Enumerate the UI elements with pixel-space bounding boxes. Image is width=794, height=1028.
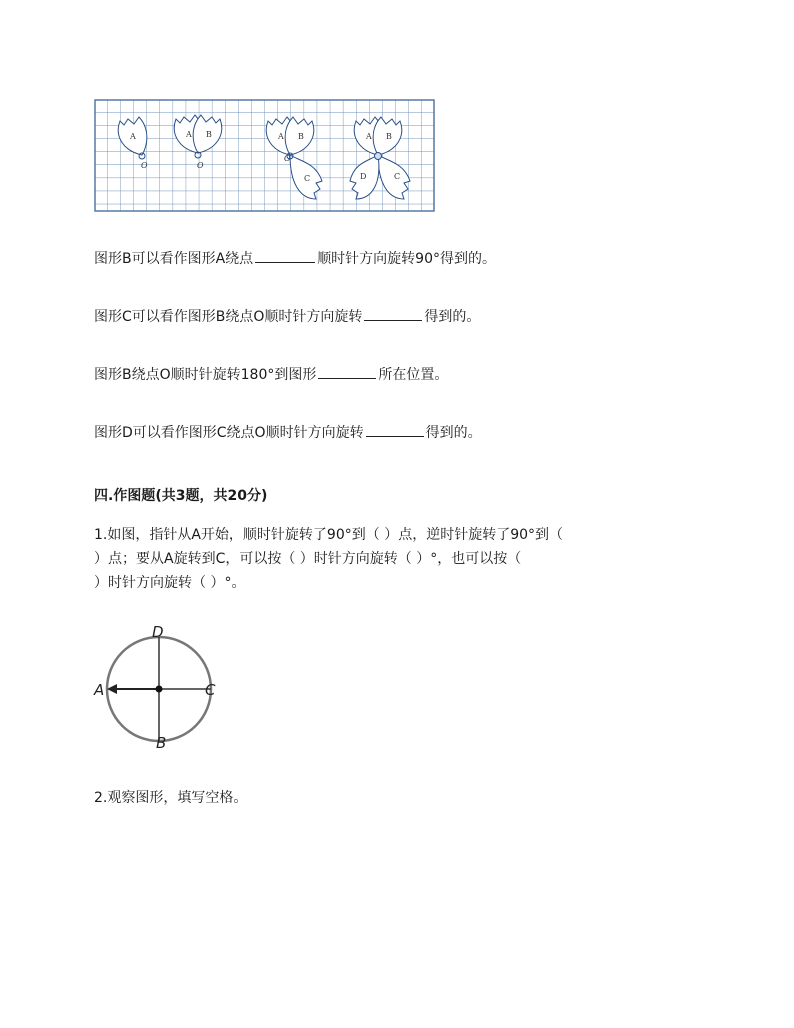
fig-label-c3: C — [304, 174, 311, 183]
question-3-prefix: 图形B绕点O顺时针旋转180°到图形 — [94, 367, 317, 383]
fig-label-a3: A — [278, 132, 284, 141]
fig-label-b4: B — [386, 132, 392, 141]
answer-blank-4[interactable] — [366, 422, 424, 437]
answer-blank-1[interactable] — [255, 248, 315, 263]
fig-label-o2: O — [197, 161, 204, 170]
problem-1-line-3: ）时针方向旋转（ ）°。 — [94, 575, 246, 591]
fig-label-d4: D — [360, 172, 367, 181]
section-title: 四.作图题(共3题，共20分) — [94, 488, 268, 504]
question-2-prefix: 图形C可以看作图形B绕点O顺时针方向旋转 — [94, 309, 363, 325]
point-label-right: C — [205, 681, 216, 699]
answer-blank-2[interactable] — [364, 306, 422, 321]
pointer-arrowhead — [107, 684, 117, 694]
fig-label-c4: C — [394, 172, 401, 181]
rotation-grid-figure — [94, 99, 436, 213]
question-4-prefix: 图形D可以看作图形C绕点O顺时针方向旋转 — [94, 425, 364, 441]
question-4 — [94, 422, 482, 442]
point-label-bottom: B — [156, 734, 167, 752]
fig-label-a4: A — [366, 132, 372, 141]
fig-label-a1: A — [130, 132, 136, 141]
question-1-prefix: 图形B可以看作图形A绕点 — [94, 251, 254, 267]
fig-label-o3: O — [284, 154, 291, 163]
question-3 — [94, 364, 448, 384]
pointer-circle-figure — [92, 622, 222, 752]
question-3-suffix: 所在位置。 — [378, 367, 449, 383]
problem-1-line-2: ）点；要从A旋转到C，可以按（ ）时针方向旋转（ ）°，也可以按（ — [94, 551, 522, 567]
answer-blank-3[interactable] — [318, 364, 376, 379]
question-1 — [94, 248, 496, 268]
question-2-suffix: 得到的。 — [424, 309, 481, 325]
problem-1-line-1: 1.如图，指针从A开始，顺时针旋转了90°到（ ）点，逆时针旋转了90°到（ — [94, 527, 564, 543]
problem-2-text: 2.观察图形，填写空格。 — [94, 790, 248, 806]
question-4-suffix: 得到的。 — [425, 425, 482, 441]
question-2 — [94, 306, 480, 326]
fig-label-b3: B — [298, 132, 304, 141]
fig-label-o1: O — [141, 161, 148, 170]
problem-1-text — [94, 523, 634, 595]
center-dot — [156, 686, 163, 693]
fig-label-a2: A — [186, 130, 192, 139]
question-1-suffix: 顺时针方向旋转90°得到的。 — [317, 251, 497, 267]
point-label-top: D — [152, 623, 164, 641]
fig-label-b2: B — [206, 130, 212, 139]
point-label-left: A — [94, 681, 105, 699]
